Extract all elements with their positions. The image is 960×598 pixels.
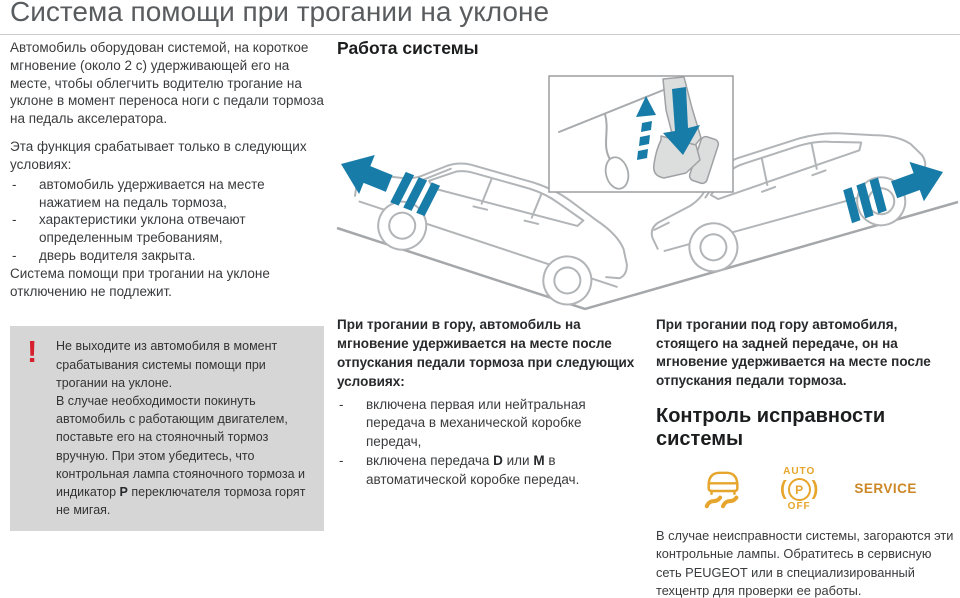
gear-d-label: D — [493, 453, 503, 469]
monitoring-heading: Контроль исправности системы — [656, 404, 886, 450]
conditions-list — [10, 176, 324, 265]
uphill-conditions-list — [337, 396, 640, 490]
parking-brake-auto-lamp-icon — [780, 467, 818, 512]
warning-exclamation-icon: ! — [27, 334, 38, 370]
dash-marker: - — [12, 176, 17, 192]
warning-text-2 — [56, 392, 312, 519]
parking-brake-indicator-letter: P — [119, 485, 128, 499]
hill-start-illustration — [335, 62, 960, 316]
right-paren-glyph: ) — [811, 477, 819, 500]
list-item-text — [366, 453, 579, 487]
warning-text-1: Не выходите из автомобиля в момент срабатывания системы помощи при трогании на уклоне. — [56, 339, 278, 390]
dash-marker: - — [339, 453, 344, 469]
uphill-intro: При трогании в гору, автомобиль на мгновение удерживается на месте после отпускания педали тормоза при следующих условиях: — [337, 317, 635, 389]
title-divider — [0, 34, 960, 35]
auto-label: AUTO — [783, 466, 816, 477]
pedals-inset-illustration — [549, 76, 733, 192]
warning-box — [10, 326, 324, 531]
condition-text: включена передача — [366, 453, 494, 469]
downhill-paragraph: При трогании под гору автомобиля, стоящего на задней передаче, он на мгновение удерживается на месте после отпускания педали тормоза. — [656, 317, 931, 388]
intro-column — [10, 39, 324, 531]
dash-marker: - — [12, 212, 17, 228]
left-paren-glyph: ( — [780, 477, 787, 500]
list-item-text: дверь водителя закрыта. — [39, 247, 196, 263]
off-label: OFF — [787, 501, 811, 512]
condition-text: в автоматической коробке передач. — [366, 453, 580, 488]
list-item — [337, 452, 640, 490]
list-item — [10, 211, 324, 247]
downhill-and-monitoring-column — [656, 316, 956, 598]
dash-marker: - — [12, 247, 17, 263]
list-item-text: включена первая или нейтральная передача в механической коробке передач, — [366, 396, 586, 450]
warning-lamps-row — [702, 463, 956, 517]
gear-m-label: M — [533, 453, 545, 469]
page-title: Система помощи при трогании на уклоне — [10, 0, 550, 27]
operation-heading: Работа системы — [337, 38, 479, 58]
condition-text: или — [502, 453, 534, 469]
list-item — [337, 396, 640, 453]
p-circle-glyph: P — [788, 478, 811, 501]
uphill-column — [337, 316, 640, 490]
list-item — [10, 176, 324, 212]
warning-text-2-post: переключателя тормоза горят не мигая. — [56, 485, 306, 518]
monitoring-paragraph: В случае неисправности системы, загораются эти контрольные лампы. Обратитесь в сервисную сеть PEUGEOT или в специализированный техцентр для проверки ее работы. — [656, 527, 954, 598]
list-item-text: характеристики уклона отвечают определенным требованиям, — [39, 212, 246, 246]
stability-control-lamp-icon — [702, 469, 744, 511]
intro-paragraph-1: Автомобиль оборудован системой, на короткое мгновение (около 2 с) удерживающей его на месте, чтобы облегчить водителю трогание на уклоне в момент переноса ноги с педали тормоза на педаль акселератора. — [10, 40, 324, 127]
warning-text-2-pre: В случае необходимости покинуть автомобиль с работающим двигателем, поставьте его на стояночный тормоз вручную. При этом убедитесь, что контрольная лампа стояночного тормоза и индикатор — [56, 393, 305, 499]
intro-paragraph-2: Эта функция срабатывает только в следующих условиях: — [10, 139, 307, 172]
service-lamp-icon: SERVICE — [854, 481, 917, 497]
hill-start-illustration-svg — [335, 62, 960, 316]
list-item — [10, 247, 324, 265]
intro-paragraph-3: Система помощи при трогании на уклоне отключению не подлежит. — [10, 265, 270, 299]
list-item-text: автомобиль удерживается на месте нажатием на педаль тормоза, — [39, 176, 265, 210]
dash-marker: - — [339, 396, 344, 412]
